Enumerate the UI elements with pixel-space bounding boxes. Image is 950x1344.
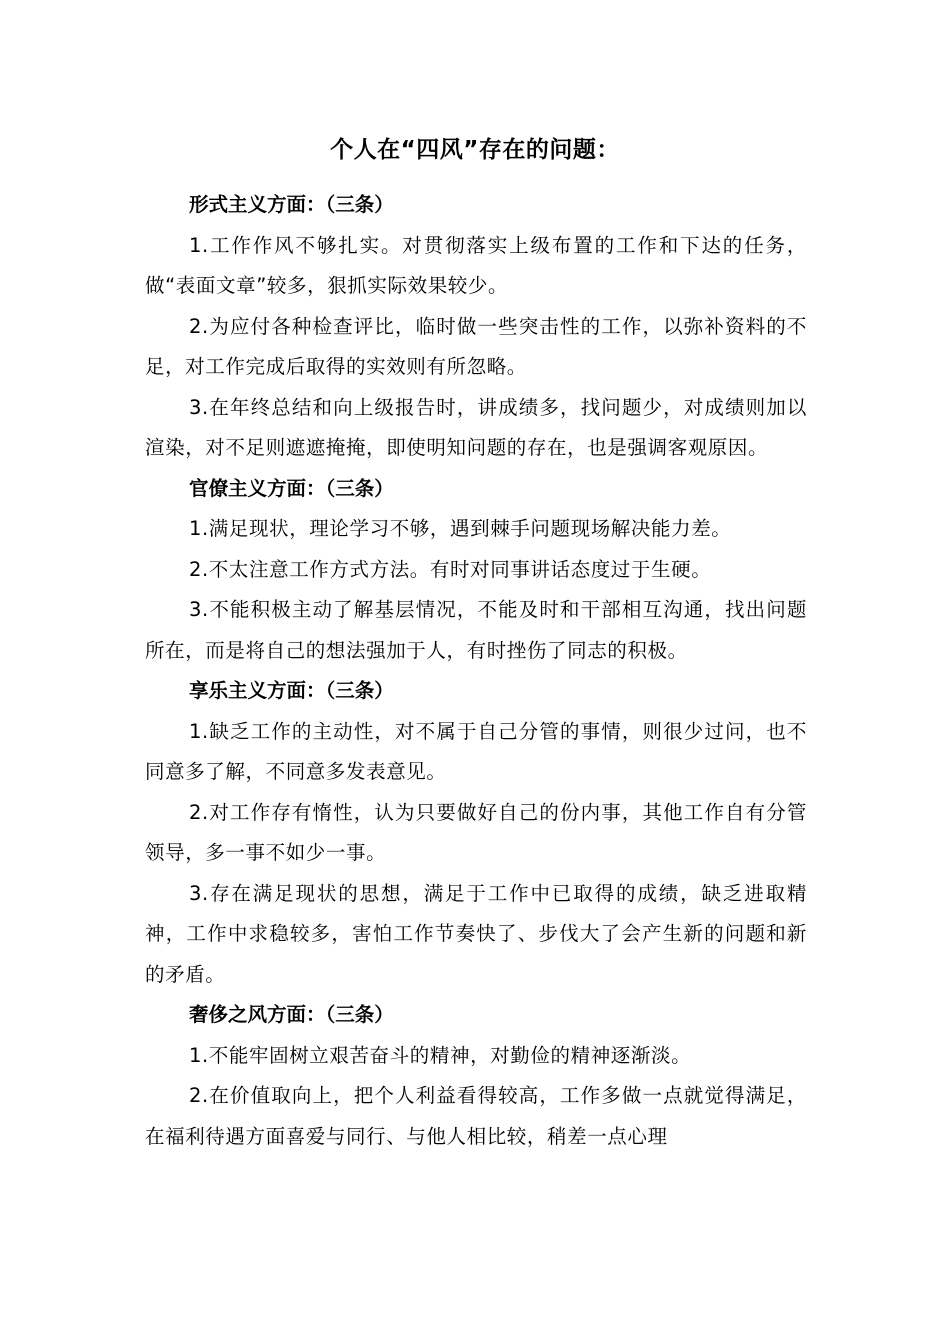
section-bureaucratism xyxy=(145,469,807,672)
list-item: 1.工作作风不够扎实。对贯彻落实上级布置的工作和下达的任务，做“表面文章”较多，狠抓实际效果较少。 xyxy=(145,233,807,297)
section-heading: 官僚主义方面：（三条） xyxy=(189,476,394,500)
section-heading: 形式主义方面：（三条） xyxy=(189,193,394,216)
list-item: 2.不太注意工作方式方法。有时对同事讲话态度过于生硬。 xyxy=(189,557,712,581)
list-item: 1.满足现状，理论学习不够，遇到棘手问题现场解决能力差。 xyxy=(189,517,732,540)
list-item: 1.缺乏工作的主动性，对不属于自己分管的事情，则很少过问，也不同意多了解，不同意多发表意见。 xyxy=(145,719,807,783)
list-item: 3.在年终总结和向上级报告时，讲成绩多，找问题少，对成绩则加以渲染，对不足则遮遮掩掩，即使明知问题的存在，也是强调客观原因。 xyxy=(145,395,807,459)
section-hedonism xyxy=(145,671,807,995)
list-item: 2.为应付各种检查评比，临时做一些突击性的工作，以弥补资料的不足，对工作完成后取得的实效则有所忽略。 xyxy=(145,314,807,378)
section-heading: 奢侈之风方面：（三条） xyxy=(189,1003,394,1026)
list-item: 3.存在满足现状的思想，满足于工作中已取得的成绩，缺乏进取精神，工作中求稳较多，害怕工作节奏快了、步伐大了会产生新的问题和新的矛盾。 xyxy=(145,881,807,986)
section-heading: 享乐主义方面：（三条） xyxy=(189,679,394,702)
page-title: 个人在“四风”存在的问题： xyxy=(330,137,620,163)
section-extravagance xyxy=(145,995,807,1157)
section-formalism xyxy=(145,185,807,469)
document-body xyxy=(145,185,807,1157)
list-item: 1.不能牢固树立艰苦奋斗的精神，对勤俭的精神逐渐淡。 xyxy=(189,1043,692,1067)
list-item: 3.不能积极主动了解基层情况，不能及时和干部相互沟通，找出问题所在，而是将自己的想法强加于人，有时挫伤了同志的积极。 xyxy=(145,598,807,662)
list-item: 2.对工作存有惰性，认为只要做好自己的份内事，其他工作自有分管领导，多一事不如少一事。 xyxy=(145,800,807,864)
list-item: 2.在价值取向上，把个人利益看得较高，工作多做一点就觉得满足，在福利待遇方面喜爱与同行、与他人相比较，稍差一点心理 xyxy=(145,1084,807,1148)
